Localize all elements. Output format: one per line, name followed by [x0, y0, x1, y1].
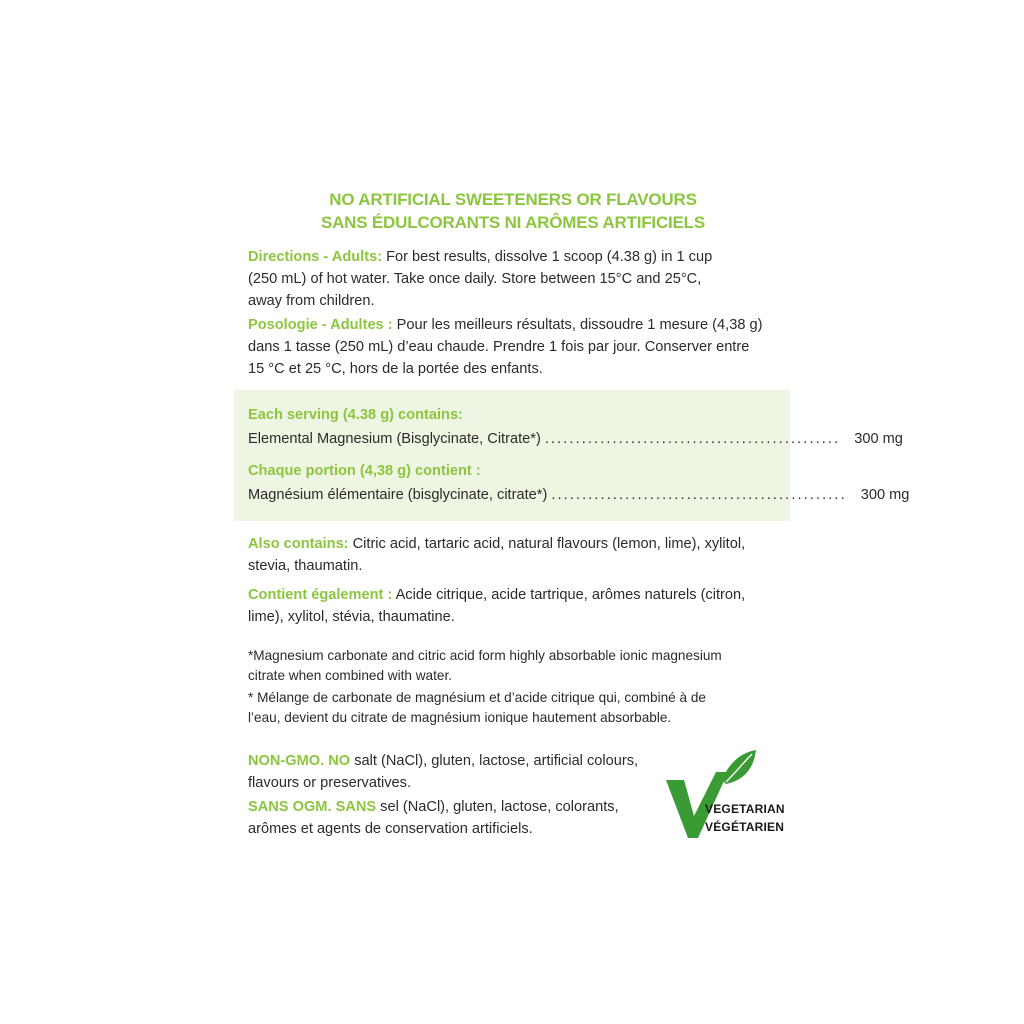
footnote-fr — [248, 688, 788, 728]
footnote-en-line-1: *Magnesium carbonate and citric acid form highly absorbable ionic magnesium — [248, 648, 722, 663]
also-contains-en-label: Also contains: — [248, 536, 349, 552]
also-contains-fr-line-1 — [248, 584, 788, 606]
also-contains-fr-text-1: Acide citrique, acide tartrique, arômes naturels (citron, — [392, 587, 746, 603]
serving-ingredient-en: Elemental Magnesium (Bisglycinate, Citrate*) — [248, 431, 541, 447]
free-from-fr — [248, 796, 668, 840]
serving-label-en: Each serving (4.38 g) contains: — [248, 407, 463, 423]
serving-ingredient-fr: Magnésium élémentaire (bisglycinate, citrate*) — [248, 487, 548, 503]
serving-amount-en: 300 mg — [854, 431, 903, 447]
directions-fr-line-1 — [248, 314, 788, 336]
footnote-fr-line-1: * Mélange de carbonate de magnésium et d’acide citrique qui, combiné à de — [248, 690, 706, 705]
free-from-en-line-2: flavours or preservatives. — [248, 775, 412, 791]
directions-fr-line-3: 15 °C et 25 °C, hors de la portée des enfants. — [248, 361, 543, 377]
serving-amount-fr: 300 mg — [860, 487, 910, 503]
also-contains-fr — [248, 584, 788, 628]
serving-leader-dots-en: ................................................ — [544, 431, 841, 447]
serving-row-fr — [248, 484, 910, 506]
free-from-fr-text-1: sel (NaCl), gluten, lactose, colorants, — [376, 799, 619, 815]
directions-fr-text-1: Pour les meilleurs résultats, dissoudre 1 mesure (4,38 g) — [392, 317, 763, 333]
also-contains-en-line-2: stevia, thaumatin. — [248, 558, 363, 574]
free-from-fr-label: SANS OGM. SANS — [248, 799, 377, 815]
heading-en: NO ARTIFICIAL SWEETENERS OR FLAVOURS — [329, 190, 697, 209]
directions-fr — [248, 314, 788, 380]
also-contains-fr-line-2: lime), xylitol, stévia, thaumatine. — [248, 609, 455, 625]
footnote-en-line-2: citrate when combined with water. — [248, 668, 453, 683]
also-contains-en-line-1 — [248, 533, 788, 555]
directions-en-line-3: away from children. — [248, 293, 375, 309]
heading-fr: SANS ÉDULCORANTS NI ARÔMES ARTIFICIELS — [320, 213, 706, 232]
directions-en-text-1: For best results, dissolve 1 scoop (4.38 g) in 1 cup — [382, 249, 713, 265]
footnote-fr-line-2: l’eau, devient du citrate de magnésium ionique hautement absorbable. — [248, 710, 672, 725]
free-from-en-line-1 — [248, 750, 668, 772]
free-from-en-text-1: salt (NaCl), gluten, lactose, artificial colours, — [350, 753, 639, 769]
free-from-fr-line-2: arômes et agents de conservation artificiels. — [248, 821, 533, 837]
serving-row-en — [248, 428, 903, 450]
also-contains-en — [248, 533, 788, 577]
directions-fr-line-2: dans 1 tasse (250 mL) d’eau chaude. Prendre 1 fois par jour. Conserver entre — [248, 339, 750, 355]
directions-en-label: Directions - Adults: — [248, 249, 383, 265]
free-from-en-label: NON-GMO. NO — [248, 753, 351, 769]
directions-en-line-1 — [248, 246, 788, 268]
footnote-en — [248, 646, 788, 686]
also-contains-en-text-1: Citric acid, tartaric acid, natural flavours (lemon, lime), xylitol, — [348, 536, 746, 552]
free-from-en — [248, 750, 668, 794]
directions-en-line-2: (250 mL) of hot water. Take once daily. Store between 15°C and 25°C, — [248, 271, 702, 287]
free-from-fr-line-1 — [248, 796, 668, 818]
directions-en — [248, 246, 788, 312]
serving-label-fr: Chaque portion (4,38 g) contient : — [248, 463, 481, 479]
serving-leader-dots-fr: ................................................ — [551, 487, 847, 503]
directions-fr-label: Posologie - Adultes : — [248, 317, 393, 333]
also-contains-fr-label: Contient également : — [248, 587, 393, 603]
vegetarian-label-fr: VÉGÉTARIEN — [705, 820, 785, 834]
vegetarian-label-en: VEGETARIAN — [705, 802, 785, 816]
